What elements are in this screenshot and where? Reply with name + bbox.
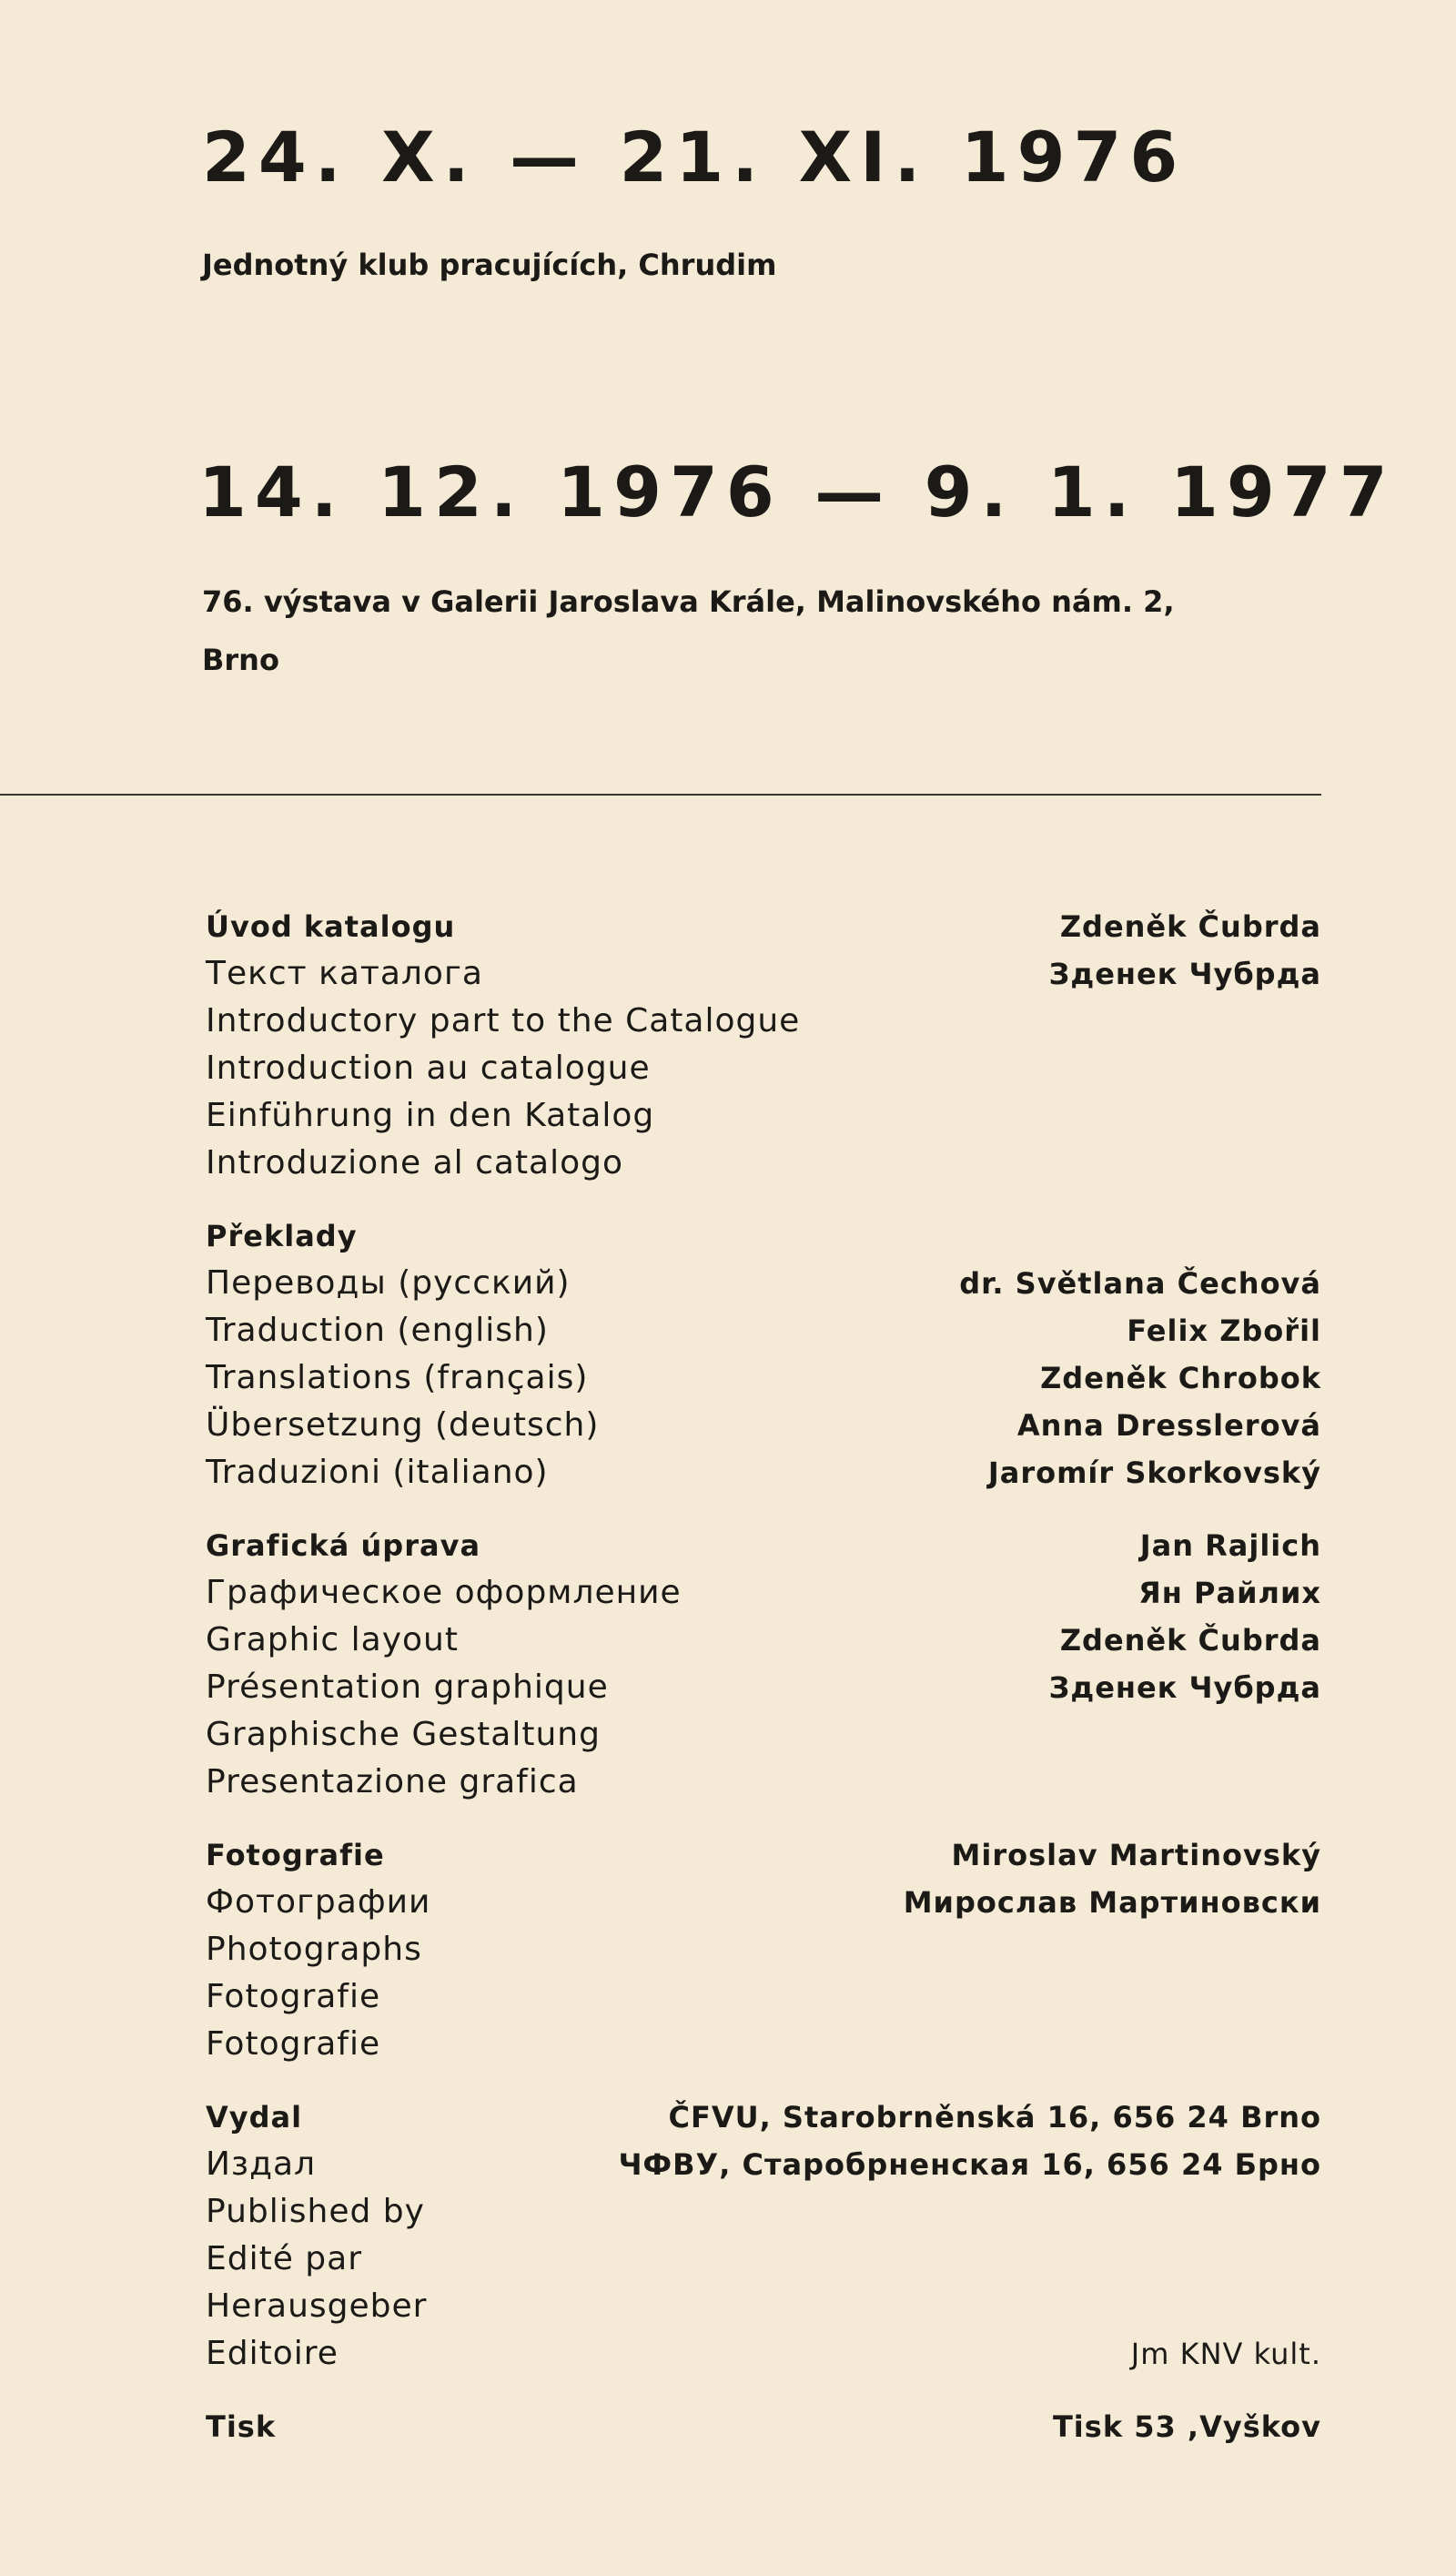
- section-line: Published by: [206, 2193, 425, 2230]
- section-graphic: [206, 1522, 1321, 1806]
- exhibition-date-chrudim: 24. X. — 21. XI. 1976: [202, 117, 1187, 198]
- section-line: Presentazione grafica: [206, 1763, 579, 1800]
- credit-name: Ян Райлих: [1138, 1576, 1321, 1610]
- section-line: Introduction au catalogue: [206, 1050, 651, 1087]
- section-line: Editoire: [206, 2335, 339, 2372]
- section-intro: [206, 903, 1321, 1187]
- section-line: Фотографии: [206, 1883, 431, 1921]
- credit-name: Zdeněk Chrobok: [1040, 1361, 1321, 1395]
- section-line: Graphic layout: [206, 1621, 459, 1658]
- section-line: Fotografie: [206, 2025, 381, 2063]
- section-line: Introduzione al catalogo: [206, 1144, 624, 1182]
- list-item: [206, 1522, 1321, 1569]
- section-line: Fotografie: [206, 1978, 381, 2015]
- venue-brno-line1: 76. výstava v Galerii Jaroslava Krále, Malinovského nám. 2,: [202, 584, 1175, 619]
- section-heading: Překlady: [206, 1219, 358, 1253]
- section-line: Einführung in den Katalog: [206, 1097, 655, 1134]
- list-item: [206, 1045, 1321, 1092]
- section-line: Présentation graphique: [206, 1668, 609, 1706]
- section-heading: Vydal: [206, 2100, 303, 2135]
- list-item: [206, 998, 1321, 1045]
- list-item: [206, 1140, 1321, 1187]
- list-item: [206, 1212, 1321, 1260]
- credit-name: Jan Rajlich: [1139, 1528, 1321, 1563]
- list-item: [206, 2021, 1321, 2068]
- credit-name: Miroslav Martinovský: [951, 1838, 1321, 1872]
- list-item: [206, 1831, 1321, 1879]
- list-item: [206, 1092, 1321, 1140]
- list-item: [206, 1926, 1321, 1973]
- section-heading: Fotografie: [206, 1838, 385, 1872]
- list-item: [206, 1973, 1321, 2021]
- credit-name: ЧФВУ, Старобрненская 16, 656 24 Брно: [618, 2147, 1321, 2182]
- credit-name: Зденек Чубрда: [1048, 957, 1321, 991]
- list-item: [206, 2330, 1321, 2378]
- list-item: [206, 1449, 1321, 1496]
- credit-name: Zdeněk Čubrda: [1059, 1623, 1321, 1658]
- section-translations: [206, 1212, 1321, 1496]
- section-publisher: [206, 2094, 1321, 2378]
- credit-name: Anna Dresslerová: [1016, 1408, 1321, 1443]
- credits-block: [206, 903, 1321, 2450]
- list-item: [206, 2283, 1321, 2330]
- section-line: Translations (français): [206, 1359, 589, 1396]
- credit-name: dr. Světlana Čechová: [959, 1266, 1321, 1301]
- section-line: Graphische Gestaltung: [206, 1716, 601, 1753]
- list-item: [206, 1617, 1321, 1664]
- section-heading: Úvod katalogu: [206, 909, 456, 944]
- exhibition-date-brno: 14. 12. 1976 — 9. 1. 1977: [198, 451, 1396, 532]
- section-line: Traduction (english): [206, 1312, 549, 1349]
- section-line: Переводы (русский): [206, 1264, 571, 1302]
- list-item: [206, 1569, 1321, 1617]
- section-heading: Tisk: [206, 2409, 277, 2444]
- list-item: [206, 2236, 1321, 2283]
- list-item: [206, 1879, 1321, 1926]
- list-item: [206, 1759, 1321, 1806]
- horizontal-divider: [0, 794, 1321, 796]
- section-print: [206, 2403, 1321, 2450]
- section-line: Übersetzung (deutsch): [206, 1406, 600, 1444]
- section-line: Издал: [206, 2145, 317, 2183]
- section-line: Photographs: [206, 1931, 422, 1968]
- credit-name: Зденек Чубрда: [1048, 1670, 1321, 1705]
- section-line: Графическое оформление: [206, 1574, 682, 1611]
- venue-chrudim: Jednotný klub pracujících, Chrudim: [202, 248, 777, 282]
- list-item: [206, 1307, 1321, 1354]
- list-item: [206, 2141, 1321, 2188]
- section-line: Edité par: [206, 2240, 363, 2277]
- venue-brno-line2: Brno: [202, 643, 279, 677]
- credit-name: ČFVU, Starobrněnská 16, 656 24 Brno: [668, 2100, 1321, 2135]
- list-item: [206, 1711, 1321, 1759]
- credit-name: Jaromír Skorkovský: [987, 1455, 1321, 1490]
- list-item: [206, 2094, 1321, 2141]
- list-item: [206, 950, 1321, 998]
- approval-note: Jm KNV kult.: [1130, 2337, 1321, 2371]
- section-line: Текст каталога: [206, 955, 483, 992]
- list-item: [206, 1354, 1321, 1402]
- section-photo: [206, 1831, 1321, 2068]
- credit-name: Tisk 53 ,Vyškov: [1052, 2409, 1321, 2444]
- credit-name: Zdeněk Čubrda: [1059, 909, 1321, 944]
- credit-name: Мирослав Мартиновски: [903, 1885, 1321, 1920]
- section-heading: Grafická úprava: [206, 1528, 481, 1563]
- list-item: [206, 1402, 1321, 1449]
- list-item: [206, 1260, 1321, 1307]
- section-line: Introductory part to the Catalogue: [206, 1002, 801, 1040]
- section-line: Herausgeber: [206, 2287, 428, 2325]
- list-item: [206, 903, 1321, 950]
- credit-name: Felix Zbořil: [1127, 1313, 1321, 1348]
- list-item: [206, 1664, 1321, 1711]
- list-item: [206, 2403, 1321, 2450]
- list-item: [206, 2188, 1321, 2236]
- section-line: Traduzioni (italiano): [206, 1454, 549, 1491]
